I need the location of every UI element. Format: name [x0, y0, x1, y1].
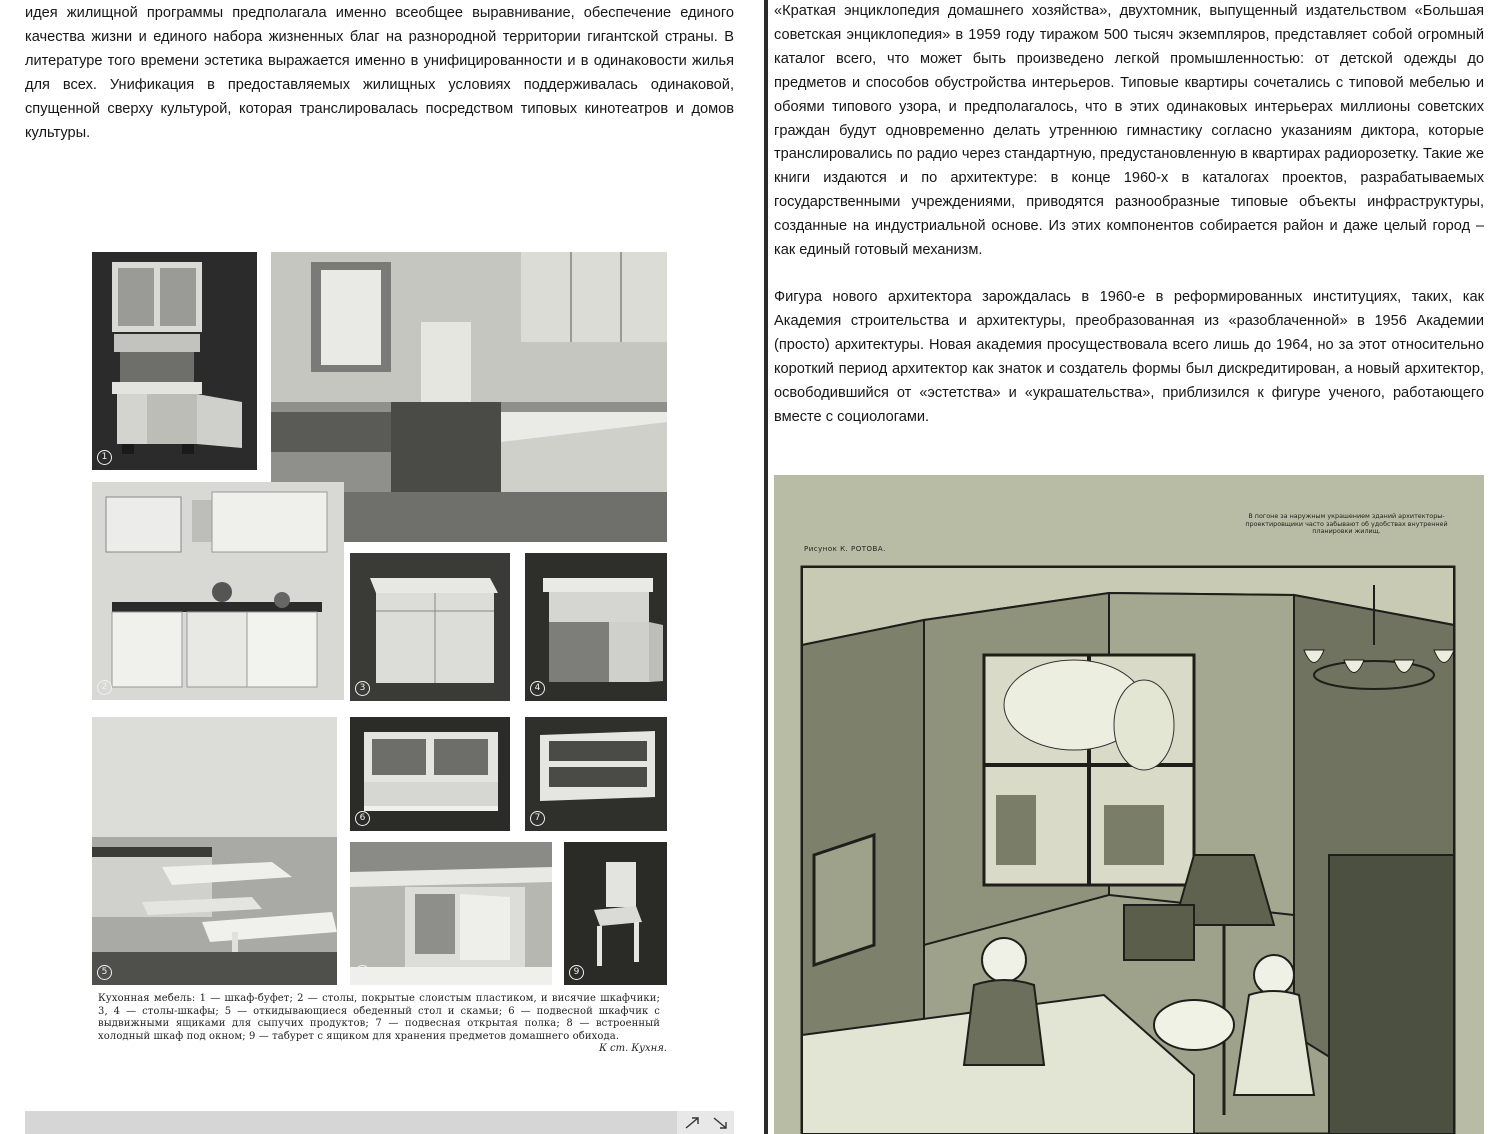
figure-number: 9 — [569, 965, 584, 980]
photo-cold-cabinet — [350, 842, 552, 985]
left-body-paragraph: идея жилищной программы предполагала именно всеобщее выравнивание, обеспечение единого качества жизни и единого набора жизненных благ на разнородной территории гигантской страны. В литературе того времени эстетика выражается именно в унифицированности и в одинаковости жилья для всех. Унификация в предоставляемых жилищных условиях поддерживалась одинаковой, спущенной сверху культурой, которая транслировалась посредством типовых кинотеатров и домов культуры. — [25, 5, 734, 141]
expand-arrows-icon — [684, 1116, 728, 1130]
figure-number: 4 — [530, 681, 545, 696]
right-body-paragraph-1: «Краткая энциклопедия домашнего хозяйства», двухтомник, выпущенный издательством «Большая советская энциклопедия» в 1959 году тиражом 500 тысяч экземпляров, представляет собой огромный каталог всего, что может быть произведено легкой промышленностью: от детской одежды до предметов и способов обустройства интерьеров. Типовые квартиры сочетались с типовой мебелью и обоями типового узора, и предполагалось, что в этих одинаковых интерьерах миллионы советских граждан будут одновременно делать утреннюю гимнастику согласно указаниям диктора, которые транслировались по радио через стандартную, предустановленную в квартирах радиорозетку. Такие же книги издаются и по архитектуре: в конце 1960-х в каталогах проектов, разрабатываемых государственными учреждениями, приводятся разнообразные типовые объекты инфраструктуры, созданные на индустриальной основе. Из этих компонентов собирается район и даже целый город – как единый готовый механизм. — [774, 3, 1484, 259]
figure-number: 6 — [355, 811, 370, 826]
photo-wall-cabinets — [92, 482, 344, 700]
right-body-paragraph-2: Фигура нового архитектора зарождалась в 1960-е в реформированных институциях, таких, как Академия строительства и архитектуры, преобразованная из «разоблаченной» в 1956 Академии (просто) архитектуры. Новая академия просуществовала всего лишь до 1964, но за этот относительно короткий период архитектор как знаток и создатель формы был дискредитирован, а новый архитектор, освободившийся от «эстетства» и «украшательства», приблизился к фигуре ученого, работающего вместе с социологами. — [774, 289, 1484, 425]
photo-stool-with-box — [564, 842, 667, 985]
viewer-bottom-bar — [25, 1111, 734, 1134]
cartoon-credit: Рисунок К. РОТОВА. — [804, 545, 886, 553]
figure-number: 1 — [97, 450, 112, 465]
cartoon-drawing — [774, 475, 1484, 1134]
figure-number: 5 — [97, 965, 112, 980]
photo-hanging-cupboard — [350, 717, 510, 831]
photo-table-cabinet — [350, 553, 510, 701]
photo-table-cabinet-open — [525, 553, 667, 701]
photo-open-shelf — [525, 717, 667, 831]
figure-number: 8 — [355, 965, 370, 980]
kitchen-furniture-plate — [85, 245, 675, 1065]
figure-number: 3 — [355, 681, 370, 696]
photo-folding-table — [92, 717, 337, 985]
rotov-cartoon — [774, 475, 1484, 1134]
plate-source-reference: К ст. Кухня. — [599, 1043, 667, 1054]
figure-number: 7 — [530, 811, 545, 826]
photo-buffet — [92, 252, 257, 470]
figure-number: 2 — [97, 680, 112, 695]
plate-caption: Кухонная мебель: 1 — шкаф-буфет; 2 — столы, покрытые слоистым пластиком, и висячие шкафчики; 3, 4 — столы-шкафы; 5 — откидывающиеся обеденный стол и скамьи; 6 — подвесной шкафчик с выдвижными ящиками для сыпучих продуктов; 7 — подвесная открытая полка; 8 — встроенный холодный шкаф под окном; 9 — табурет с ящиком для хранения предметов домашнего обихода. — [98, 993, 660, 1042]
cartoon-caption: В погоне за наружным украшением зданий архитекторы-проектировщики часто забывают об удобствах внутренней планировки жилищ. — [1245, 512, 1448, 536]
fullscreen-button[interactable] — [677, 1111, 734, 1134]
